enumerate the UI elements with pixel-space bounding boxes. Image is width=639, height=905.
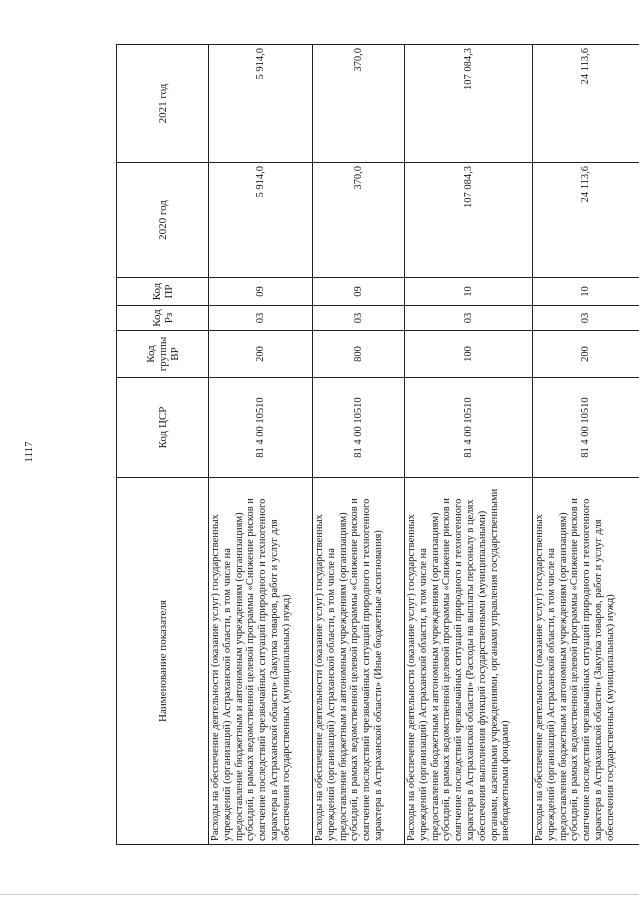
page-edge-line [0,894,639,895]
header-2020: 2020 год [117,163,209,278]
row-2020: 24 113,6 [533,163,639,278]
table-row [209,45,313,845]
row-vr: 100 [405,331,533,378]
row-csr: 81 4 00 10510 [209,378,313,478]
row-pr: 10 [405,278,533,306]
row-name: Расходы на обеспечение деятельности (оказание услуг) государственных учреждений (организаций) Астраханской области, в том числе на предоставление бюджетным и автономным учреждениям (организациям) субсидий, в рамках ведомственной целевой программы «Снижение рисков и смягчение последствий чрезвычайных ситуаций природного и техногенного характера в Астраханской области» (Закупка товаров, работ и услуг для обеспечения государственных (муниципальных) нужд) [533,478,639,845]
row-2021: 24 113,6 [533,45,639,163]
table-row [533,45,639,845]
row-pr: 09 [209,278,313,306]
header-name: Наименование показателя [117,478,209,845]
table-row [405,45,533,845]
row-vr: 200 [209,331,313,378]
row-name: Расходы на обеспечение деятельности (оказание услуг) государственных учреждений (организаций) Астраханской области, в том числе на предоставление бюджетным и автономным учреждениям (организациям) субсидий, в рамках ведомственной целевой программы «Снижение рисков и смягчение последствий чрезвычайных ситуаций природного и техногенного характера в Астраханской области» (Расходы на выплаты персоналу в целях обеспечения выполнения функций государственными (муниципальными) органами, казенными учреждениями, органами управления государственными внебюджетными фондами) [405,478,533,845]
table-row [313,45,405,845]
row-rz: 03 [209,306,313,331]
row-vr: 800 [313,331,405,378]
row-rz: 03 [533,306,639,331]
row-csr: 81 4 00 10510 [405,378,533,478]
header-csr: Код ЦСР [117,378,209,478]
row-rz: 03 [313,306,405,331]
row-2020: 370,0 [313,163,405,278]
row-csr: 81 4 00 10510 [533,378,639,478]
row-vr: 200 [533,331,639,378]
row-rz: 03 [405,306,533,331]
row-name: Расходы на обеспечение деятельности (оказание услуг) государственных учреждений (организаций) Астраханской области, в том числе на предоставление бюджетным и автономным учреждениям (организациям) субсидий, в рамках ведомственной целевой программы «Снижение рисков и смягчение последствий чрезвычайных ситуаций природного и техногенного характера в Астраханской области» (Закупка товаров, работ и услуг для обеспечения государственных (муниципальных) нужд) [209,478,313,845]
header-vr: Код группы ВР [117,331,209,378]
row-2021: 5 914,0 [209,45,313,163]
row-2021: 370,0 [313,45,405,163]
row-csr: 81 4 00 10510 [313,378,405,478]
header-pr: Код ПР [117,278,209,306]
row-name: Расходы на обеспечение деятельности (оказание услуг) государственных учреждений (организаций) Астраханской области, в том числе на предоставление бюджетным и автономным учреждениям (организациям) субсидий, в рамках ведомственной целевой программы «Снижение рисков и смягчение последствий чрезвычайных ситуаций природного и техногенного характера в Астраханской области» (Иные бюджетные ассигнования) [313,478,405,845]
row-pr: 09 [313,278,405,306]
row-2021: 107 084,3 [405,45,533,163]
rotated-page-content [116,45,616,845]
table-header-row [117,45,209,845]
budget-table [116,44,639,845]
row-2020: 5 914,0 [209,163,313,278]
header-2021: 2021 год [117,45,209,163]
row-2020: 107 084,3 [405,163,533,278]
header-rz: Код Рз [117,306,209,331]
page-number: 1117 [23,441,35,463]
row-pr: 10 [533,278,639,306]
